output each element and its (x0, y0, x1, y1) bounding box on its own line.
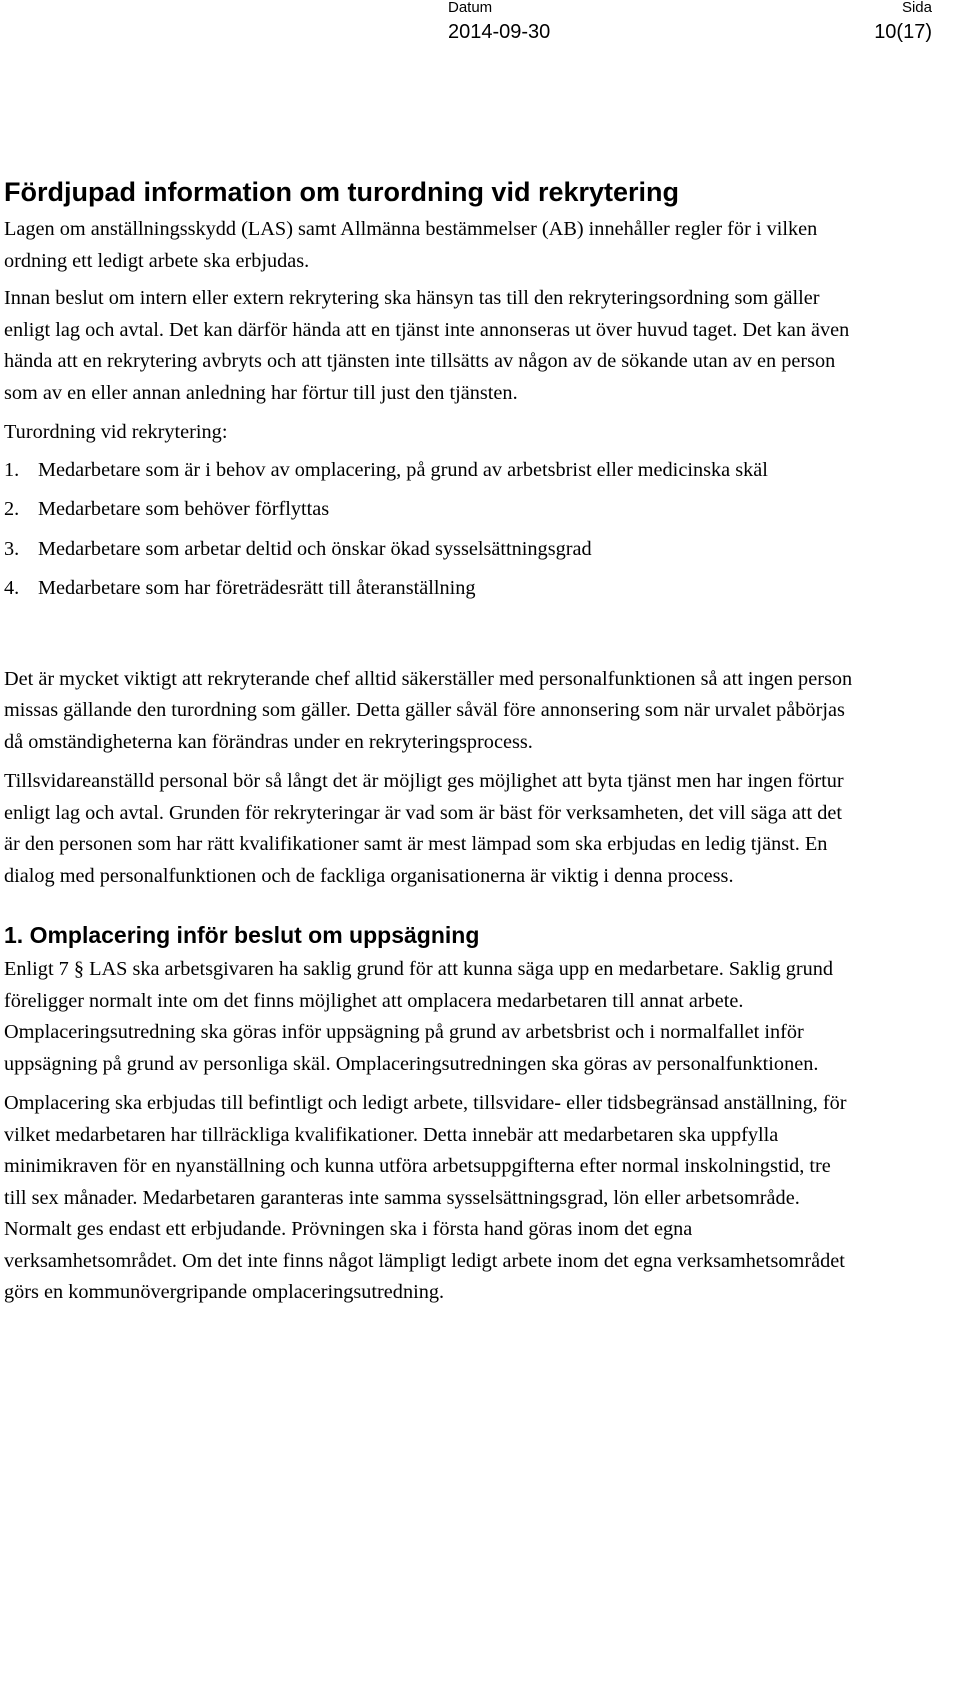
list-item-number: 4. (4, 577, 20, 599)
list-item-text: Medarbetare som är i behov av omplacering, på grund av arbetsbrist eller medicinska skäl (38, 458, 768, 481)
relocation-paragraph: Omplacering ska erbjudas till befintligt och ledigt arbete, tillsvidare- eller tidsbegränsad anställning, för vilket medarbetaren har tillräckliga kvalifikationer. Detta innebär att medarbetaren ska uppfylla minimikraven för en nyanställning och kunna utföra arbetsuppgifterna efter normal inskolningstid, tre till sex månader. Medarbetaren garanteras inte samma sysselsättningsgrad, lön eller arbetsområde. Normalt ges endast ett erbjudande. Prövningen ska i första hand göras inom det egna verksamhetsområdet. Om det inte finns något lämpligt ledigt arbete inom det egna verksamhetsområdet görs en kommunövergripande omplaceringsutredning. (4, 1092, 847, 1303)
date-value: 2014-09-30 (448, 21, 551, 43)
list-heading: Turordning vid rekrytering: (4, 421, 228, 443)
list-item-text: Medarbetare som har företrädesrätt till återanställning (38, 577, 476, 599)
header-page-number (874, 0, 932, 44)
list-item (4, 573, 856, 605)
recruitment-order-paragraph: Innan beslut om intern eller extern rekrytering ska hänsyn tas till den rekryteringsordning som gäller enligt lag och avtal. Det kan därför hända att en tjänst inte annonseras ut över huvud taget. Det kan även hända att en rekrytering avbryts och att tjänsten inte tillsätts av någon av de sökande utan av en person som av en eller annan anledning har förtur till just den tjänsten. (4, 287, 850, 404)
list-item-number: 3. (4, 537, 20, 560)
list-item (4, 534, 856, 566)
permanent-staff-paragraph: Tillsvidareanställd personal bör så långt det är möjligt ges möjlighet att byta tjänst men har ingen förtur enligt lag och avtal. Grunden för rekryteringar är vad som är bäst för verksamheten, det vill säga att det är den personen som har rätt kvalifikationer samt är mest lämpad som ska erbjudas en ledig tjänst. En dialog med personalfunktionen och de fackliga organisationerna är viktig i denna process. (4, 770, 844, 887)
priority-list (4, 455, 856, 605)
list-item-number: 1. (4, 458, 20, 481)
page-title: Fördjupad information om turordning vid rekrytering (4, 177, 680, 207)
list-item (4, 494, 856, 526)
list-item-text: Medarbetare som arbetar deltid och önskar ökad sysselsättningsgrad (38, 537, 592, 560)
list-item-number: 2. (4, 498, 20, 520)
list-item-text: Medarbetare som behöver förflyttas (38, 498, 330, 520)
las-paragraph: Enligt 7 § LAS ska arbetsgivaren ha saklig grund för att kunna säga upp en medarbetare. Saklig grund föreligger normalt inte om det finns möjlighet att omplacera medarbetaren till annat arbete. Omplaceringsutredning ska göras inför uppsägning på grund av arbetsbrist och i normalfallet inför uppsägning på grund av personliga skäl. Omplaceringsutredningen ska göras av personalfunktionen. (4, 958, 834, 1075)
document-body (4, 170, 856, 1309)
manager-responsibility-paragraph: Det är mycket viktigt att rekryterande chef alltid säkerställer med personalfunktionen så att ingen person missas gällande den turordning som gäller. Detta gäller såväl före annonsering som när urvalet påbörjas då omständigheterna kan förändras under en rekryteringsprocess. (4, 667, 853, 753)
intro-paragraph: Lagen om anställningsskydd (LAS) samt Allmänna bestämmelser (AB) innehåller regler för i vilken ordning ett ledigt arbete ska erbjudas. (4, 218, 818, 272)
date-label: Datum (448, 0, 493, 16)
list-item (4, 455, 856, 487)
header-date (448, 0, 550, 44)
page-value: 10(17) (874, 21, 932, 43)
section-heading: 1. Omplacering inför beslut om uppsägning (4, 922, 480, 948)
page-label: Sida (901, 0, 932, 16)
